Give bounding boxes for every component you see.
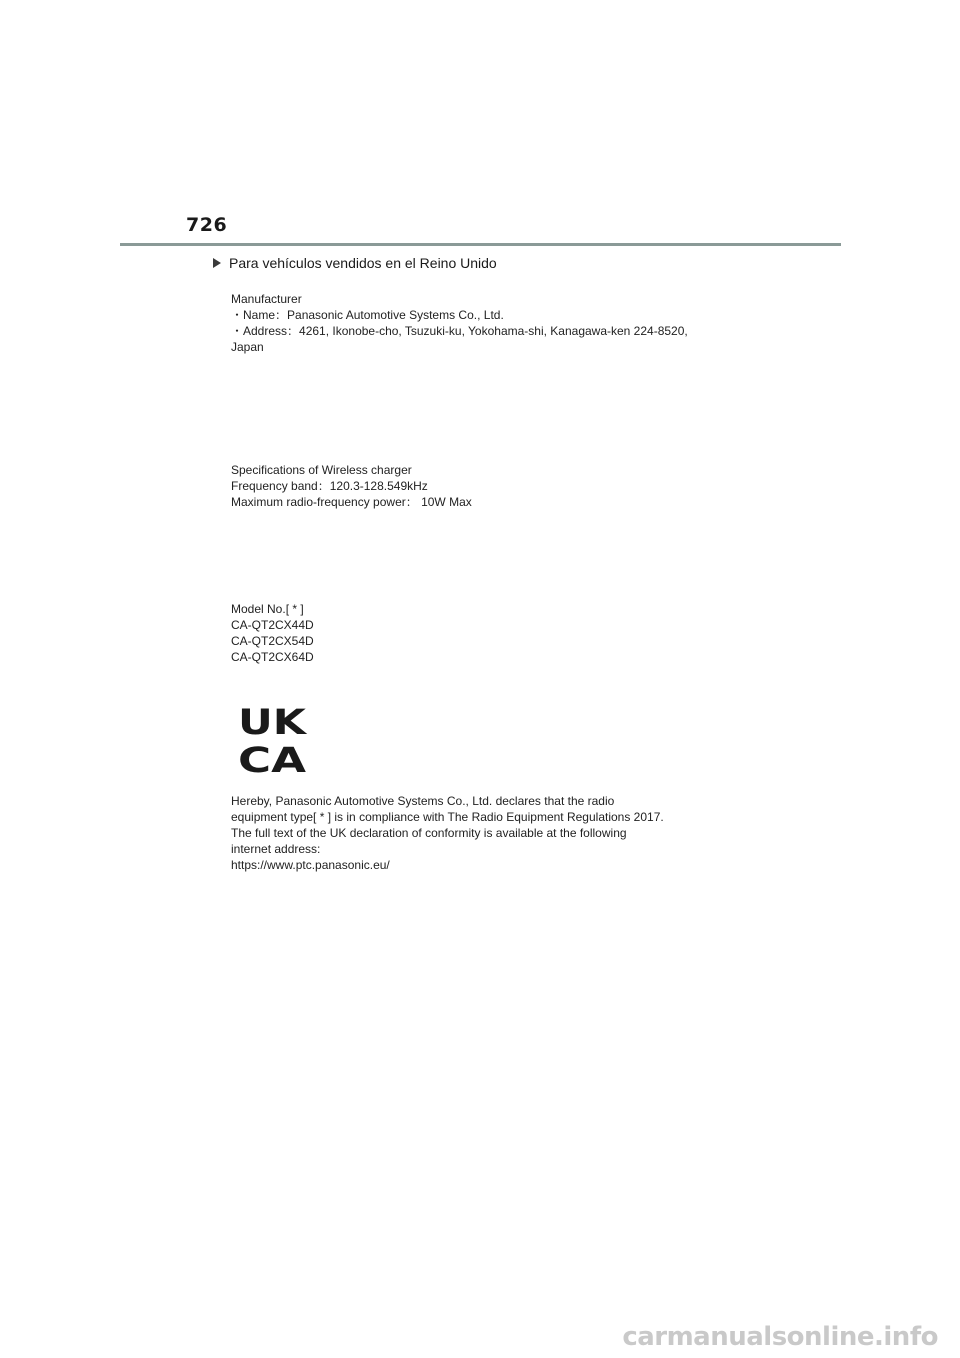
declaration-block (231, 793, 664, 873)
model-item: CA-QT2CX64D (231, 650, 314, 664)
specs-frequency: Frequency band：120.3-128.549kHz (231, 479, 428, 493)
manufacturer-name: ・Name：Panasonic Automotive Systems Co., Ltd. (231, 308, 504, 322)
header-rule (120, 243, 841, 246)
model-item: CA-QT2CX44D (231, 618, 314, 632)
models-title: Model No.[ * ] (231, 602, 304, 616)
ukca-mark-icon (236, 704, 308, 774)
section-heading-text: Para vehículos vendidos en el Reino Unido (229, 255, 497, 271)
models-block (231, 601, 314, 665)
declaration-line: equipment type[ * ] is in compliance with The Radio Equipment Regulations 2017. (231, 810, 664, 824)
manufacturer-country: Japan (231, 340, 264, 354)
ukca-mark-line1: UK (238, 704, 308, 743)
ukca-mark-line2: CA (238, 741, 306, 774)
footer-watermark: carmanualsonline.info (622, 1322, 938, 1352)
specs-power: Maximum radio-frequency power： 10W Max (231, 495, 472, 509)
manufacturer-block (231, 291, 688, 355)
manufacturer-address: ・Address：4261, Ikonobe-cho, Tsuzuki-ku, Yokohama-shi, Kanagawa-ken 224-8520, (231, 324, 688, 338)
declaration-line: Hereby, Panasonic Automotive Systems Co., Ltd. declares that the radio (231, 794, 615, 808)
declaration-url: https://www.ptc.panasonic.eu/ (231, 858, 390, 872)
declaration-line: The full text of the UK declaration of conformity is available at the following (231, 826, 627, 840)
triangle-arrow-icon (213, 258, 221, 268)
specs-title: Specifications of Wireless charger (231, 463, 412, 477)
model-item: CA-QT2CX54D (231, 634, 314, 648)
specs-block (231, 462, 472, 510)
page-number: 726 (186, 214, 228, 236)
section-heading (213, 255, 497, 271)
declaration-line: internet address: (231, 842, 321, 856)
manufacturer-label: Manufacturer (231, 292, 302, 306)
